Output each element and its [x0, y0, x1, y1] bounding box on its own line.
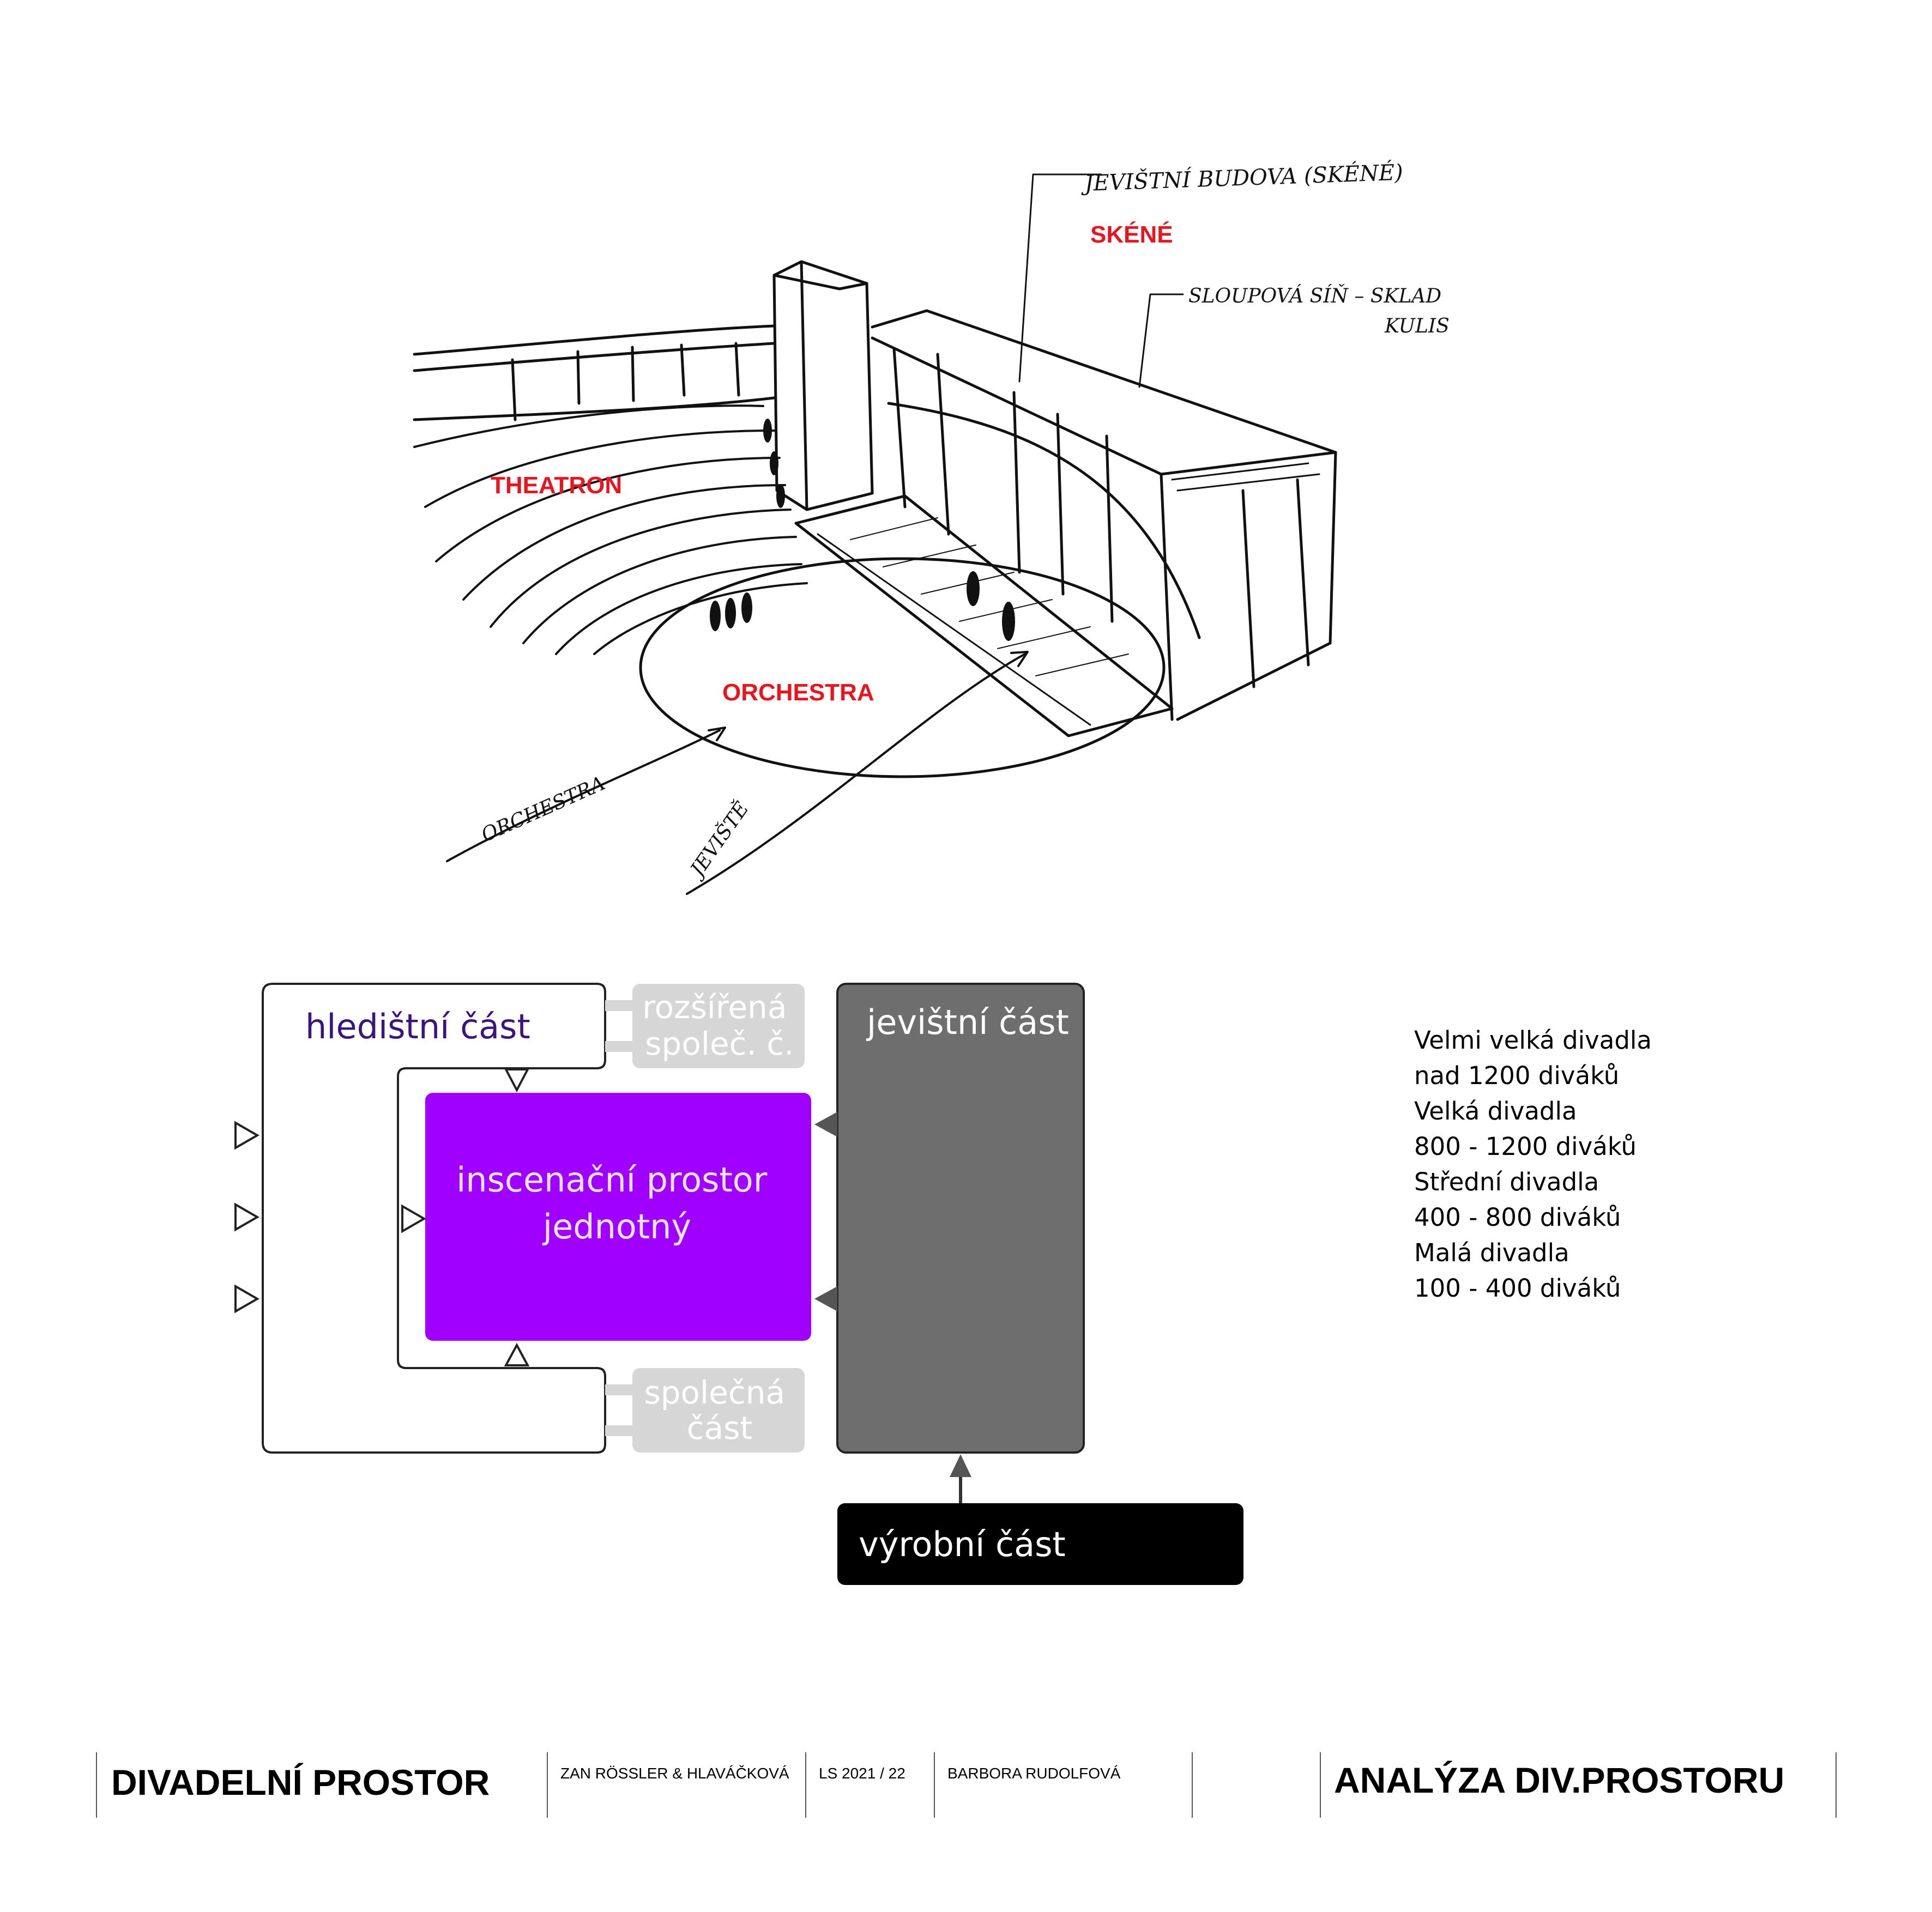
divider [1320, 1752, 1321, 1818]
social-label-2: část [686, 1409, 753, 1447]
stage-tower [774, 262, 872, 510]
annotation-leader-lines [1019, 174, 1183, 387]
stage-label: jevištní část [867, 1002, 1069, 1042]
studio-name: ZAN RÖSSLER & HLAVÁČKOVÁ [560, 1765, 789, 1782]
capacity-line: 100 - 400 diváků [1414, 1274, 1621, 1303]
extended-social-label-2: společ. č. [645, 1025, 794, 1062]
divider [934, 1752, 935, 1818]
capacity-line: 400 - 800 diváků [1414, 1203, 1621, 1232]
divider [805, 1752, 806, 1818]
column-hall-handwritten: SLOUPOVÁ SÍŇ – SKLAD [1188, 285, 1442, 307]
capacity-line: Malá divadla [1414, 1238, 1569, 1267]
orchestra-handwritten: ORCHESTRA [478, 772, 609, 847]
capacity-line: Střední divadla [1414, 1167, 1599, 1196]
capacity-line: nad 1200 diváků [1414, 1061, 1620, 1090]
theatre-zoning-diagram [229, 970, 1308, 1602]
capacity-line: Velmi velká divadla [1414, 1026, 1652, 1055]
auditorium-entrance-arrows [236, 1123, 257, 1311]
actor-figures [710, 419, 1015, 641]
divider [1836, 1752, 1837, 1818]
scenery-storage-handwritten: KULIS [1385, 315, 1450, 337]
skene-label: SKÉNÉ [1090, 221, 1173, 248]
social-label-1: společná [644, 1374, 786, 1411]
divider [96, 1752, 97, 1818]
sheet-title: ANALÝZA DIV.PROSTORU [1334, 1760, 1785, 1800]
staging-space-label-2: jednotný [542, 1207, 692, 1247]
production-label: výrobní část [859, 1524, 1066, 1564]
capacity-line: Velká divadla [1414, 1097, 1577, 1126]
skene-building [872, 311, 1336, 719]
stage-zone [837, 984, 1084, 1453]
staging-space-label-1: inscenační prostor [456, 1160, 768, 1200]
stage-building-handwritten: JEVIŠTNÍ BUDOVA (SKÉNÉ) [1084, 160, 1404, 196]
orchestra-circle [641, 559, 1164, 777]
project-title: DIVADELNÍ PROSTOR [111, 1762, 490, 1802]
auditorium-label: hledištní část [305, 1007, 530, 1046]
theatron-label: THEATRON [491, 472, 623, 499]
orchestra-label: ORCHESTRA [722, 679, 874, 706]
capacity-line: 800 - 1200 diváků [1414, 1132, 1637, 1161]
stage-handwritten: JEVIŠTĚ [686, 797, 753, 881]
divider [547, 1752, 548, 1818]
svg-text:rozšířená společ. č. [642, 989, 797, 1062]
theatre-capacity-list [1414, 1022, 1741, 1306]
production-to-stage-arrow [950, 1454, 971, 1503]
divider [1192, 1752, 1193, 1818]
extended-social-label-1: rozšířená [642, 989, 787, 1026]
term: LS 2021 / 22 [819, 1765, 905, 1782]
stage-to-staging-arrows [814, 1112, 837, 1311]
greek-theatre-sketch [403, 125, 1483, 899]
theatron-wall [414, 326, 774, 371]
author: BARBORA RUDOLFOVÁ [947, 1765, 1121, 1782]
